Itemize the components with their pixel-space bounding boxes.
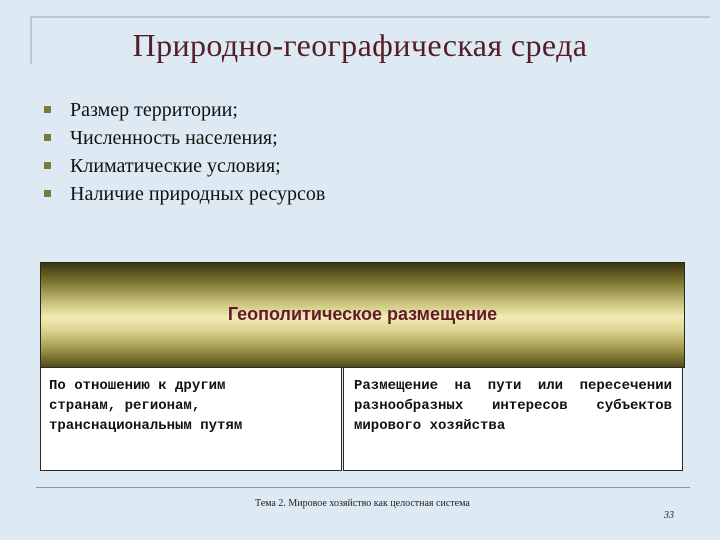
- relation-line: транснациональным путям: [49, 418, 243, 434]
- square-bullet-icon: [44, 162, 51, 169]
- geopolitical-title: Геополитическое размещение: [227, 304, 498, 324]
- square-bullet-icon: [44, 134, 51, 141]
- slide-frame-top-line: [30, 16, 710, 18]
- slide-title: Природно-географическая среда: [132, 27, 588, 63]
- bullet-item: [44, 124, 325, 152]
- square-bullet-icon: [44, 106, 51, 113]
- relation-box: [40, 367, 342, 471]
- geopolitical-header-box: [40, 262, 685, 368]
- bullet-text: Численность населения;: [70, 127, 278, 149]
- bullet-item: [44, 180, 325, 208]
- bullet-text: Размер территории;: [70, 99, 238, 121]
- placement-box: [343, 367, 683, 471]
- page-number: 33: [664, 510, 674, 521]
- bullet-text: Наличие природных ресурсов: [70, 183, 326, 205]
- bullet-list: [44, 96, 325, 208]
- footer-topic: Тема 2. Мировое хозяйство как целостная система: [255, 498, 470, 509]
- bullet-text: Климатические условия;: [70, 155, 281, 177]
- square-bullet-icon: [44, 190, 51, 197]
- relation-line: странам, регионам,: [49, 398, 201, 414]
- footer-divider: [36, 487, 690, 488]
- relation-line: По отношению к другим: [49, 378, 226, 394]
- bullet-item: [44, 96, 325, 124]
- placement-text: Размещение на пути или пересечении разнообразных интересов субъектов мирового хозяйства: [354, 378, 672, 434]
- bullet-item: [44, 152, 325, 180]
